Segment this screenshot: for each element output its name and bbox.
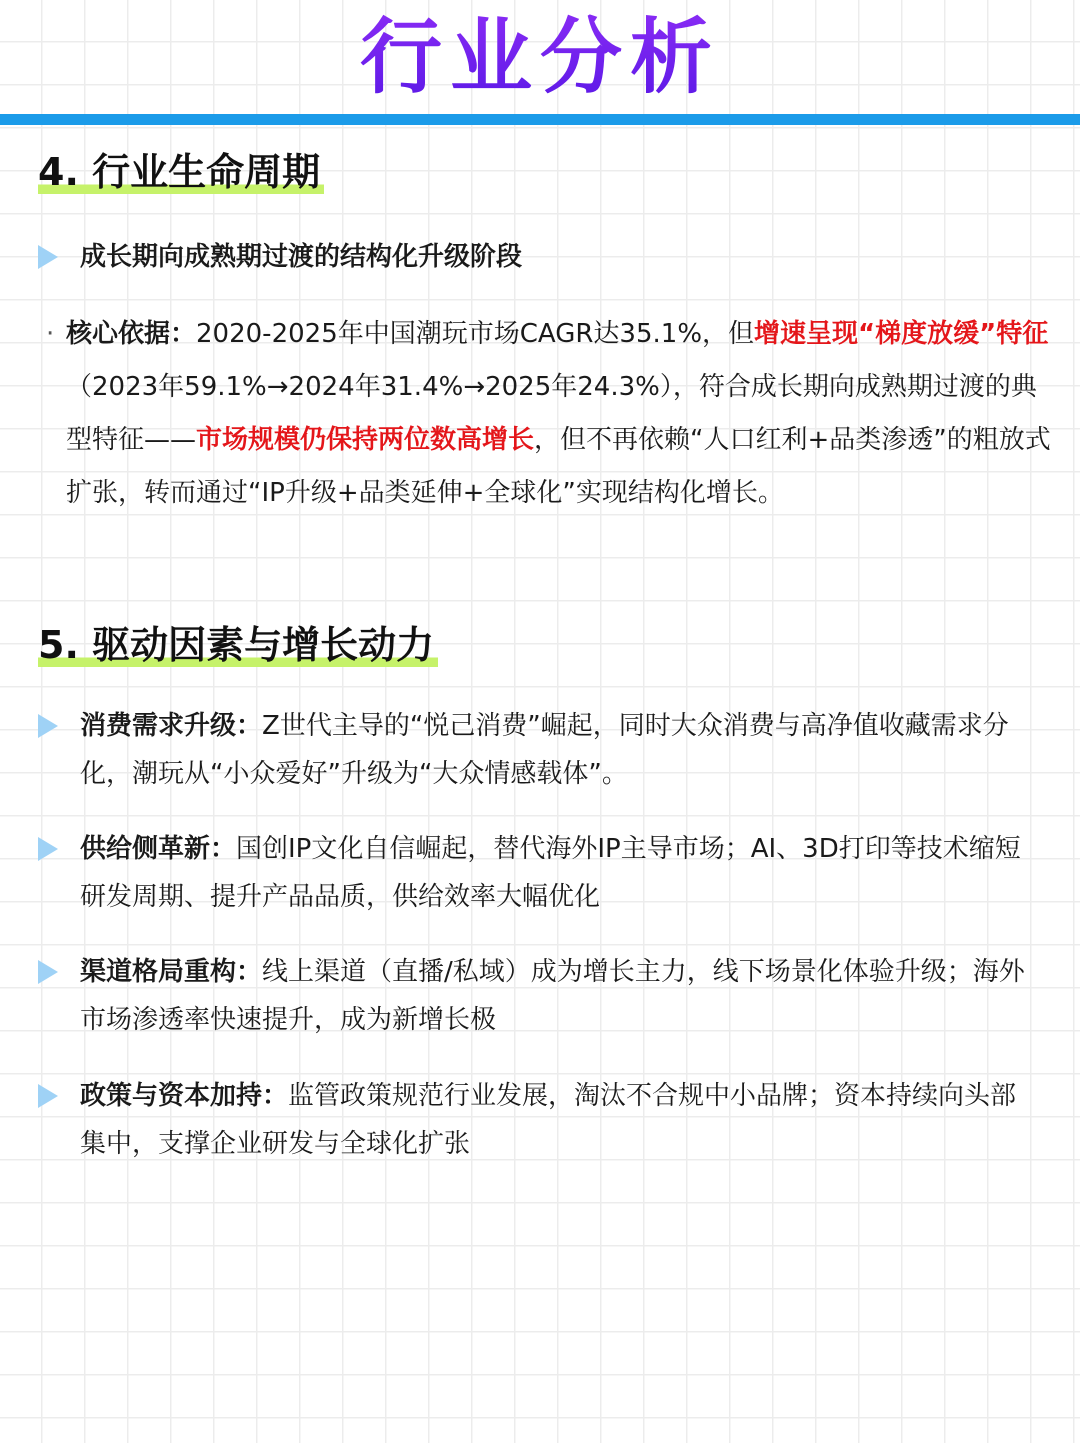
triangle-bullet-icon [38, 837, 58, 861]
driver-text: 国创IP文化自信崛起，替代海外IP主导市场；AI、3D打印等技术缩短研发周期、提升产品品质，供给效率大幅优化 [80, 834, 1021, 912]
triangle-bullet-icon [38, 245, 58, 269]
driver-text: 线上渠道（直播/私域）成为增长主力，线下场景化体验升级；海外市场渗透率快速提升，成为新增长极 [80, 957, 1025, 1035]
driver-item-channel [80, 948, 1040, 1044]
driver-item-policy [80, 1072, 1040, 1168]
driver-item-supply [80, 825, 1040, 921]
core-basis-text-3: ，但不再依赖“人口红利+品类渗透”的粗放式扩张，转而通过“IP升级+品类延伸+全球化”实现结构化增长。 [66, 425, 1051, 508]
triangle-bullet-icon [38, 714, 58, 738]
section-heading-lifecycle: 4. 行业生命周期 [38, 148, 324, 196]
core-basis-paragraph [66, 308, 1056, 520]
core-basis-label: 核心依据： [66, 319, 197, 349]
driver-text: Z世代主导的“悦己消费”崛起，同时大众消费与高净值收藏需求分化，潮玩从“小众爱好”升级为“大众情感载体”。 [80, 711, 1009, 789]
driver-item-demand [80, 702, 1040, 798]
core-basis-emphasis-2: 市场规模仍保持两位数高增长 [196, 425, 535, 455]
driver-label: 供给侧革新： [80, 834, 237, 864]
driver-text: 监管政策规范行业发展，淘汰不合规中小品牌；资本持续向头部集中，支撑企业研发与全球化扩张 [80, 1081, 1017, 1159]
triangle-bullet-icon [38, 960, 58, 984]
core-basis-text-2: （2023年59.1%→2024年31.4%→2025年24.3%），符合成长期向成熟期过渡的典型特征—— [66, 372, 1037, 455]
driver-label: 政策与资本加持： [80, 1081, 289, 1111]
page-title: 行业分析 [0, 8, 1080, 108]
driver-label: 消费需求升级： [80, 711, 263, 741]
section-heading-drivers: 5. 驱动因素与增长动力 [38, 621, 438, 669]
triangle-bullet-icon [38, 1084, 58, 1108]
driver-label: 渠道格局重构： [80, 957, 263, 987]
core-basis-emphasis-1: 增速呈现“梯度放缓”特征 [754, 319, 1049, 349]
lifecycle-stage-point: 成长期向成熟期过渡的结构化升级阶段 [80, 242, 523, 272]
dot-bullet-icon: · [46, 319, 55, 349]
core-basis-text-1: 2020-2025年中国潮玩市场CAGR达35.1%，但 [196, 319, 755, 349]
title-underline-bar [0, 114, 1080, 125]
